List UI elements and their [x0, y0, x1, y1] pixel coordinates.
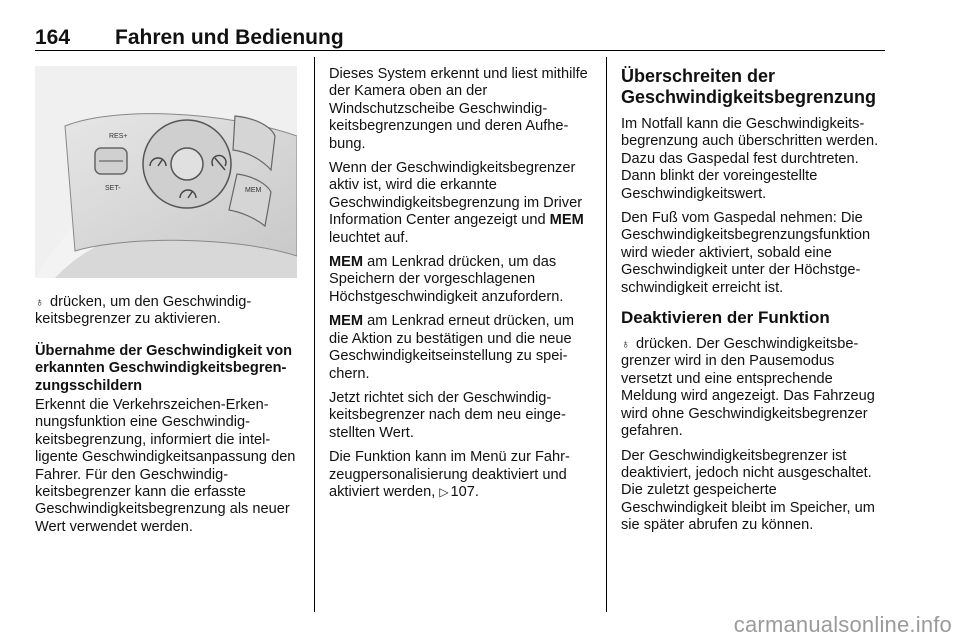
stored-speed-paragraph: Der Geschwindigkeitsbegrenzer ist deaktiviert, jedoch nicht ausgeschaltet. Die zuletzt gespeicherte Geschwindigkeit bleibt im Speicher, um sie später abrufen zu können. [621, 447, 875, 534]
exceed-paragraph: Im Notfall kann die Geschwindigkeitsbegrenzung auch überschritten werden. Dazu das Gaspedal fest durchtreten. Dann blinkt der voreingestellte Geschwindigkeitswert. [621, 116, 879, 202]
mem-key: MEM [329, 254, 364, 271]
section-title: Fahren und Bedienung [115, 26, 344, 49]
active-paragraph: Wenn der Geschwindigkeitsbegrenzer aktiv ist, wird die erkannte Geschwindigkeitsbegrenzung im Driver Information Center angezeigt und MEM leuchtet auf. [329, 160, 584, 246]
release-paragraph: Den Fuß vom Gaspedal nehmen: Die Geschwindigkeitsbegrenzungsfunktion wird wieder aktiviert, sobald eine Geschwindigkeit unter der Höchstgeschwindigkeit erreicht ist. [621, 210, 871, 296]
personalization-paragraph: Die Funktion kann im Menü zur Fahrzeugpersonalisierung deaktiviert und aktiviert werden, ▷ 107. [329, 449, 570, 500]
page-header [35, 26, 885, 50]
column-divider-1 [314, 57, 315, 612]
column-2 [329, 66, 594, 508]
page-number: 164 [35, 26, 71, 49]
deactivate-heading: Deaktivieren der Funktion [621, 308, 830, 328]
new-value-paragraph: Jetzt richtet sich der Geschwindigkeitsbegrenzer nach dem neu eingestellten Wert. [329, 389, 566, 441]
speed-limiter-icon: ♁ [35, 295, 44, 309]
mem-confirm-paragraph: MEM am Lenkrad erneut drücken, um die Aktion zu bestätigen und die neue Geschwindigkeitseinstellung zu speichern. [329, 313, 574, 382]
steering-wheel-illustration [35, 66, 297, 278]
system-paragraph: Dieses System erkennt und liest mithilfe der Kamera oben an der Windschutzscheibe Geschwindigkeitsbegrenzungen und deren Aufhebung. [329, 66, 588, 152]
speed-limiter-icon: ♁ [621, 337, 630, 352]
mem-request-paragraph: MEM am Lenkrad drücken, um das Speichern der vorgeschlagenen Höchstgeschwindigkeit anzufordern. [329, 254, 564, 305]
column-1 [35, 294, 300, 543]
intro-paragraph: ♁ drücken, um den Geschwindigkeitsbegrenzer zu aktivieren. [35, 294, 252, 328]
page-reference: 107 [450, 483, 475, 500]
deactivate-paragraph: ♁ drücken. Der Geschwindigkeitsbegrenzer wird in den Pausemodus versetzt und eine entsprechende Meldung wird angezeigt. Das Fahrzeug wird ohne Geschwindigkeitsbegrenzer gefahren. [621, 336, 875, 440]
steering-wheel-controls-figure [35, 66, 297, 278]
watermark: carmanualsonline.info [733, 612, 952, 637]
mem-key: MEM [329, 313, 364, 330]
takeover-heading: Übernahme der Geschwindigkeit von erkannten Geschwindigkeitsbegrenzungsschildern [35, 342, 293, 394]
res-label: RES+ [109, 133, 128, 140]
exceed-heading: Überschreiten der Geschwindigkeitsbegrenzung [621, 66, 877, 107]
page-reference-icon: ▷ [439, 484, 449, 499]
takeover-paragraph: Erkennt die Verkehrszeichen-Erkennungsfunktion eine Geschwindigkeitsbegrenzung, informiert die intelligente Geschwindigkeitsanpassung den Fahrer. Für den Geschwindigkeitsbegrenzer kann die erfasste Geschwindigkeitsbegrenzung als neuer Wert verwendet werden. [35, 397, 296, 535]
column-3 [621, 66, 887, 542]
header-rule [35, 50, 885, 51]
mem-key: MEM [549, 212, 584, 229]
set-label: SET- [105, 185, 121, 192]
column-divider-2 [606, 57, 607, 612]
mem-label: MEM [245, 187, 262, 194]
